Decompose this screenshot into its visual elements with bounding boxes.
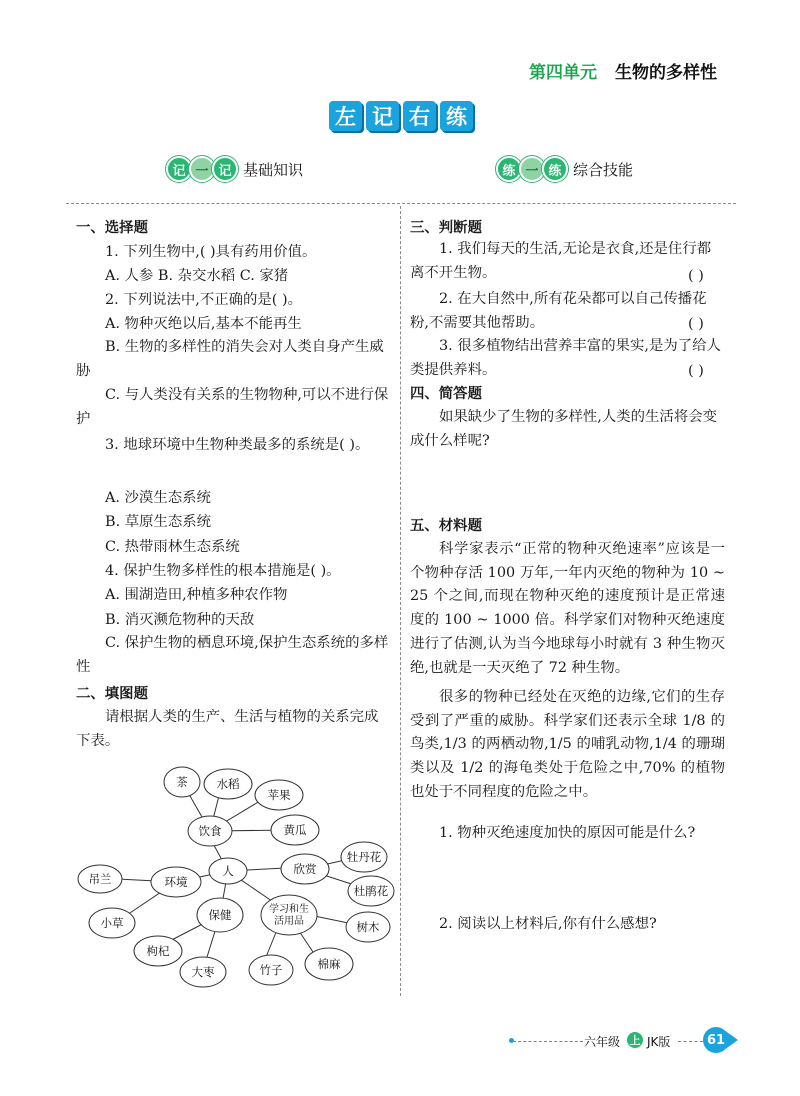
diagram-node [261,895,317,935]
left-section-tag [166,156,303,182]
judge-2-text: 2. 在大自然中,所有花朵都可以自己传播花粉,不需要其他帮助。 [410,291,707,331]
tag-bubble: 练 [496,156,522,182]
relationship-diagram [70,755,395,995]
node-apple: 苹果 [267,788,291,802]
node-grass: 小草 [100,916,124,930]
material-question-1: 1. 物种灭绝速度加快的原因可能是什么? [439,825,696,841]
judge-1-text: 1. 我们每天的生活,无论是衣食,还是住行都离不开生物。 [410,241,712,281]
banner-char: 左 [329,101,362,131]
footer-edition: JK版 [647,1035,671,1049]
node-study-line1: 学习和生 [269,904,309,915]
top-divider [66,203,736,204]
footer-grade: 六年级 [584,1035,621,1049]
short-answer-question: 如果缺少了生物的多样性,人类的生活将会变成什么样呢? [410,409,717,449]
banner-char: 练 [440,101,473,131]
section-judge-title: 三、判断题 [410,220,482,236]
tag-bubble: 记 [166,156,192,182]
footer-term-badge: 上 [627,1032,643,1048]
node-bamboo: 竹子 [259,963,283,977]
section-choice-title: 一、选择题 [76,220,148,236]
question-2-option-a: A. 物种灭绝以后,基本不能再生 [105,316,302,332]
judge-3 [410,335,725,382]
node-environment: 环境 [164,875,188,889]
node-health: 保健 [208,908,232,922]
tag-label: 综合技能 [573,160,634,179]
unit-title: 生物的多样性 [615,63,717,83]
node-study-line2: 活用品 [274,916,304,927]
question-2-option-b: B. 生物的多样性的消失会对人类自身产生威胁 [76,339,384,379]
node-cotton: 棉麻 [317,957,341,971]
right-section-tag [496,156,633,182]
tag-bubble: 一 [189,156,215,182]
material-question-2: 2. 阅读以上材料后,你有什么感想? [439,916,657,932]
banner-char: 右 [403,101,436,131]
question-3-option-c: C. 热带雨林生态系统 [105,539,240,555]
question-1: 1. 下列生物中,( )具有药用价值。 [105,244,317,260]
unit-label: 第四单元 [529,63,597,83]
node-center: 人 [222,864,234,878]
judge-1-bracket[interactable]: ( ) [688,268,704,284]
material-paragraph-2: 很多的物种已经处在灭绝的边缘,它们的生存受到了严重的威胁。科学家们还表示全球 1/8 的鸟类,1/3 的两栖动物,1/5 的哺乳动物,1/4 的珊瑚类以及 1/2 的海龟类处于危险之中,70% 的植物也处于不同程度的危险之中。 [410,689,725,800]
column-divider [400,206,401,996]
question-2-option-c: C. 与人类没有关系的生物物种,可以不进行保护 [76,387,389,427]
tag-label: 基础知识 [243,160,304,179]
question-3-option-a: A. 沙漠生态系统 [105,490,211,506]
node-enjoy: 欣赏 [293,862,317,876]
node-azalea: 杜鹃花 [353,884,389,898]
question-4-option-b: B. 消灭濒危物种的天敌 [105,612,255,628]
node-peony: 牡丹花 [346,850,382,864]
question-4-option-a: A. 围湖造田,种植多种农作物 [105,587,288,603]
judge-1 [410,238,725,285]
node-goji: 枸杞 [146,944,170,958]
fill-instruction: 请根据人类的生产、生活与植物的关系完成下表。 [76,709,379,749]
banner-char: 记 [366,101,399,131]
question-3: 3. 地球环境中生物种类最多的系统是( )。 [105,437,370,453]
node-jujube: 大枣 [191,965,215,979]
tag-bubble: 练 [542,156,568,182]
section-banner [329,101,473,131]
tag-bubble: 一 [519,156,545,182]
judge-3-text: 3. 很多植物结出营养丰富的果实,是为了给人类提供养料。 [410,338,721,378]
node-diaolan: 吊兰 [88,872,112,886]
node-food: 饮食 [198,824,222,838]
node-tree: 树木 [356,920,380,934]
material-paragraph-1: 科学家表示“正常的物种灭绝速率”应该是一个物种存活 100 万年,一年内灭绝的物种为 10 ~ 25 个之间,而现在物种灭绝的速度预计是正常速度的 100 ~ 1000 倍。科学家们对物种灭绝速度进行了估测,认为当今地球每小时就有 3 种生物灭绝,也就是一天灭绝了 72 种生物。 [410,541,725,676]
section-short-answer-title: 四、简答题 [410,386,482,402]
footer-rule [513,1041,583,1042]
question-4-option-c: C. 保护生物的栖息环境,保护生态系统的多样性 [76,635,389,675]
tag-bubble: 记 [212,156,238,182]
footer-rule [678,1041,703,1042]
node-cucumber: 黄瓜 [283,823,307,837]
section-material-title: 五、材料题 [410,518,482,534]
section-fill-title: 二、填图题 [76,686,148,702]
question-2: 2. 下列说法中,不正确的是( )。 [105,292,302,308]
judge-2-bracket[interactable]: ( ) [688,316,704,332]
judge-3-bracket[interactable]: ( ) [688,363,704,379]
node-tea: 茶 [176,775,188,789]
page-number: 61 [703,1027,729,1053]
question-1-options: A. 人参 B. 杂交水稻 C. 家猪 [105,268,289,284]
judge-2 [410,288,725,335]
question-4: 4. 保护生物多样性的根本措施是( )。 [105,563,341,579]
question-3-option-b: B. 草原生态系统 [105,514,212,530]
node-rice: 水稻 [216,777,240,791]
